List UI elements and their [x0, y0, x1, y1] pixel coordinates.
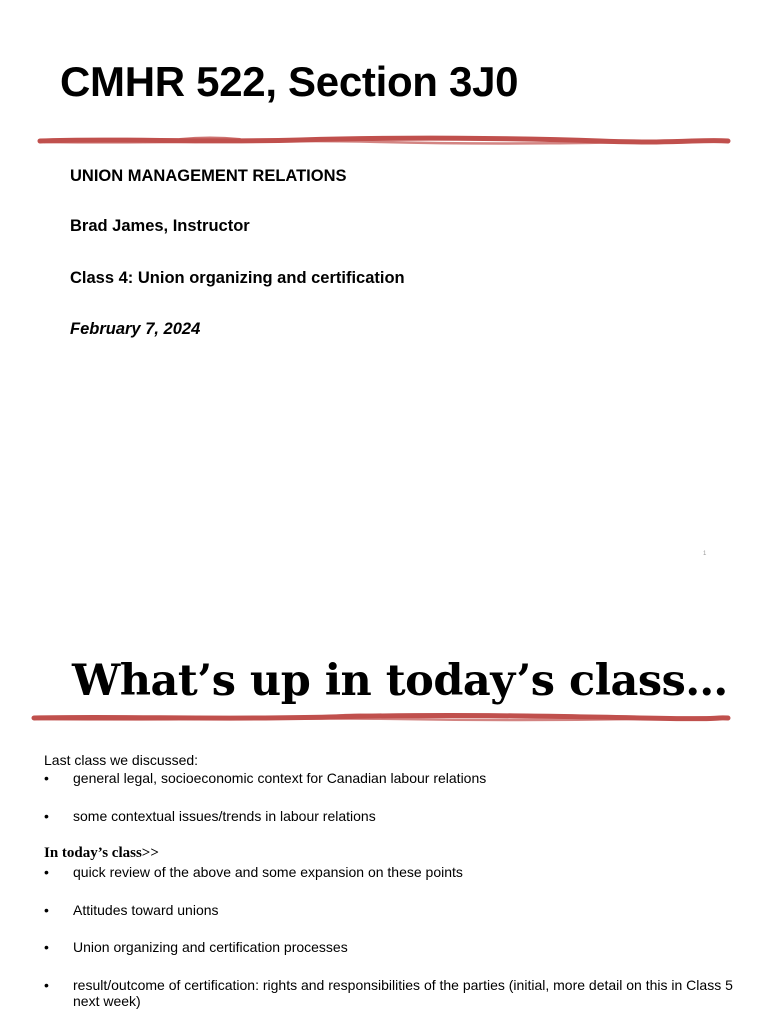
- section-heading: In today’s class>>: [44, 845, 159, 861]
- list-item: [44, 977, 738, 1009]
- instructor-name: Brad James, Instructor: [70, 217, 250, 235]
- list-item: [44, 902, 738, 918]
- bullet-icon: •: [44, 808, 49, 824]
- class-date: February 7, 2024: [70, 320, 201, 338]
- list-item: [44, 939, 738, 955]
- bullet-icon: •: [44, 939, 49, 955]
- list-item: [44, 770, 738, 786]
- slide-title: What’s up in today’s class…: [72, 656, 728, 706]
- list-item-text: quick review of the above and some expansion on these points: [73, 864, 463, 880]
- bullet-icon: •: [44, 902, 49, 918]
- intro-text: Last class we discussed:: [44, 752, 199, 768]
- list-item-text: Union organizing and certification processes: [73, 939, 348, 955]
- list-item: [44, 808, 738, 824]
- list-item-text: general legal, socioeconomic context for Canadian labour relations: [73, 770, 487, 786]
- course-name: UNION MANAGEMENT RELATIONS: [70, 167, 347, 185]
- bullet-icon: •: [44, 770, 49, 786]
- bullet-icon: •: [44, 864, 49, 880]
- class-topic: Class 4: Union organizing and certification: [70, 269, 405, 287]
- list-item-text: result/outcome of certification: rights and responsibilities of the parties (initial, more detail on this in Class 5 next week): [73, 977, 733, 1009]
- list-item-text: some contextual issues/trends in labour relations: [73, 808, 376, 824]
- page-number: 1: [703, 551, 707, 557]
- slide-2: [0, 620, 768, 1024]
- list-item-text: Attitudes toward unions: [73, 902, 219, 918]
- title-underline: [0, 133, 768, 149]
- list-item: [44, 864, 738, 880]
- slide-title: CMHR 522, Section 3J0: [60, 58, 519, 105]
- bullet-icon: •: [44, 977, 49, 993]
- title-underline: [0, 710, 768, 726]
